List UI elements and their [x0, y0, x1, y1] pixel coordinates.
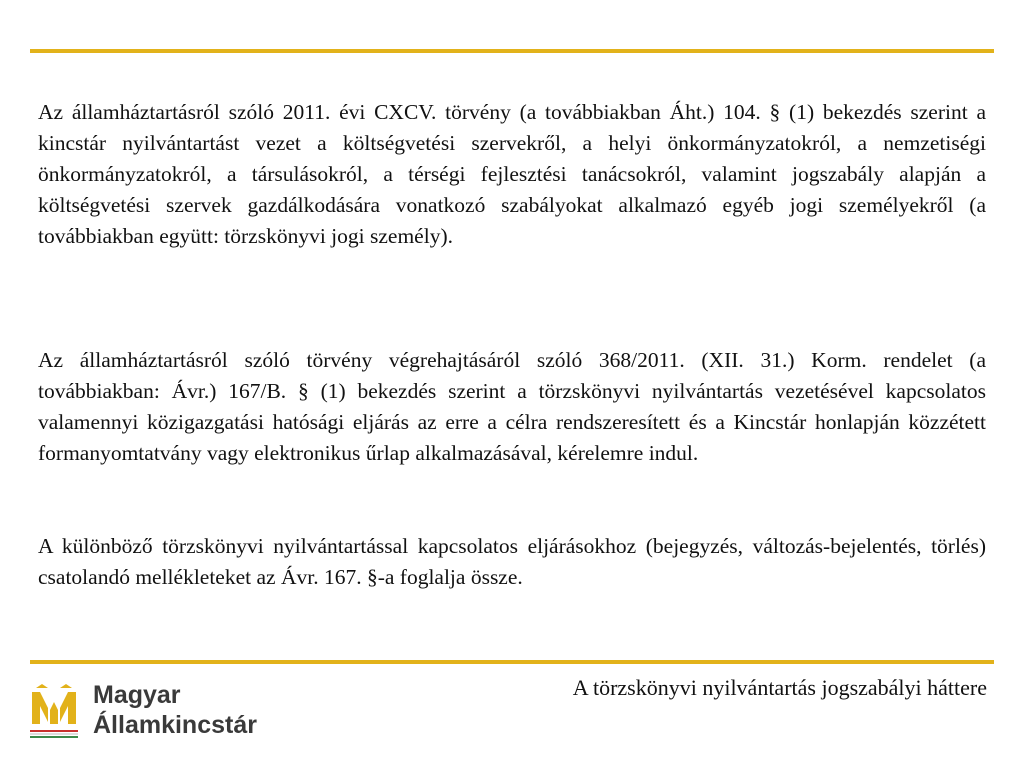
logo-wordmark — [93, 680, 257, 740]
footer-title: A törzskönyvi nyilvántartás jogszabályi háttere — [572, 675, 987, 700]
top-gold-rule — [30, 49, 994, 53]
crowned-mk-monogram-icon — [30, 684, 78, 740]
logo-line-allamkincstar: Államkincstár — [93, 711, 257, 739]
bottom-gold-rule — [30, 660, 994, 664]
paragraph-avr: Az államháztartásról szóló törvény végrehajtásáról szóló 368/2011. (XII. 31.) Korm. rendelet (a továbbiakban: Ávr.) 167/B. § (1) bekezdés szerint a törzskönyvi nyilvántartás vezetésével kapcsolatos valamennyi közigazgatási hatósági eljárás az erre a célra rendszeresített és a Kincstár honlapján közzétett formanyomtatvány vagy elektronikus űrlap alkalmazásával, kérelemre indul. — [38, 348, 986, 465]
paragraph-attachments: A különböző törzskönyvi nyilvántartással kapcsolatos eljárásokhoz (bejegyzés, változás-bejelentés, törlés) csatolandó mellékleteket az Ávr. 167. §-a foglalja össze. — [38, 534, 986, 589]
logo-line-magyar: Magyar — [93, 681, 181, 709]
magyar-allamkincstar-logo — [30, 680, 310, 750]
paragraph-aht: Az államháztartásról szóló 2011. évi CXCV. törvény (a továbbiakban Áht.) 104. § (1) bekezdés szerint a kincstár nyilvántartást vezet a költségvetési szervekről, a helyi önkormányzatokról, a nemzetiségi önkormányzatokról, a társulásokról, a térségi fejlesztési tanácsokról, valamint jogszabály alapján a költségvetési szervek gazdálkodására vonatkozó szabályokat alkalmazó egyéb jogi személyekről (a továbbiakban együtt: törzskönyvi jogi személy). — [38, 100, 986, 248]
